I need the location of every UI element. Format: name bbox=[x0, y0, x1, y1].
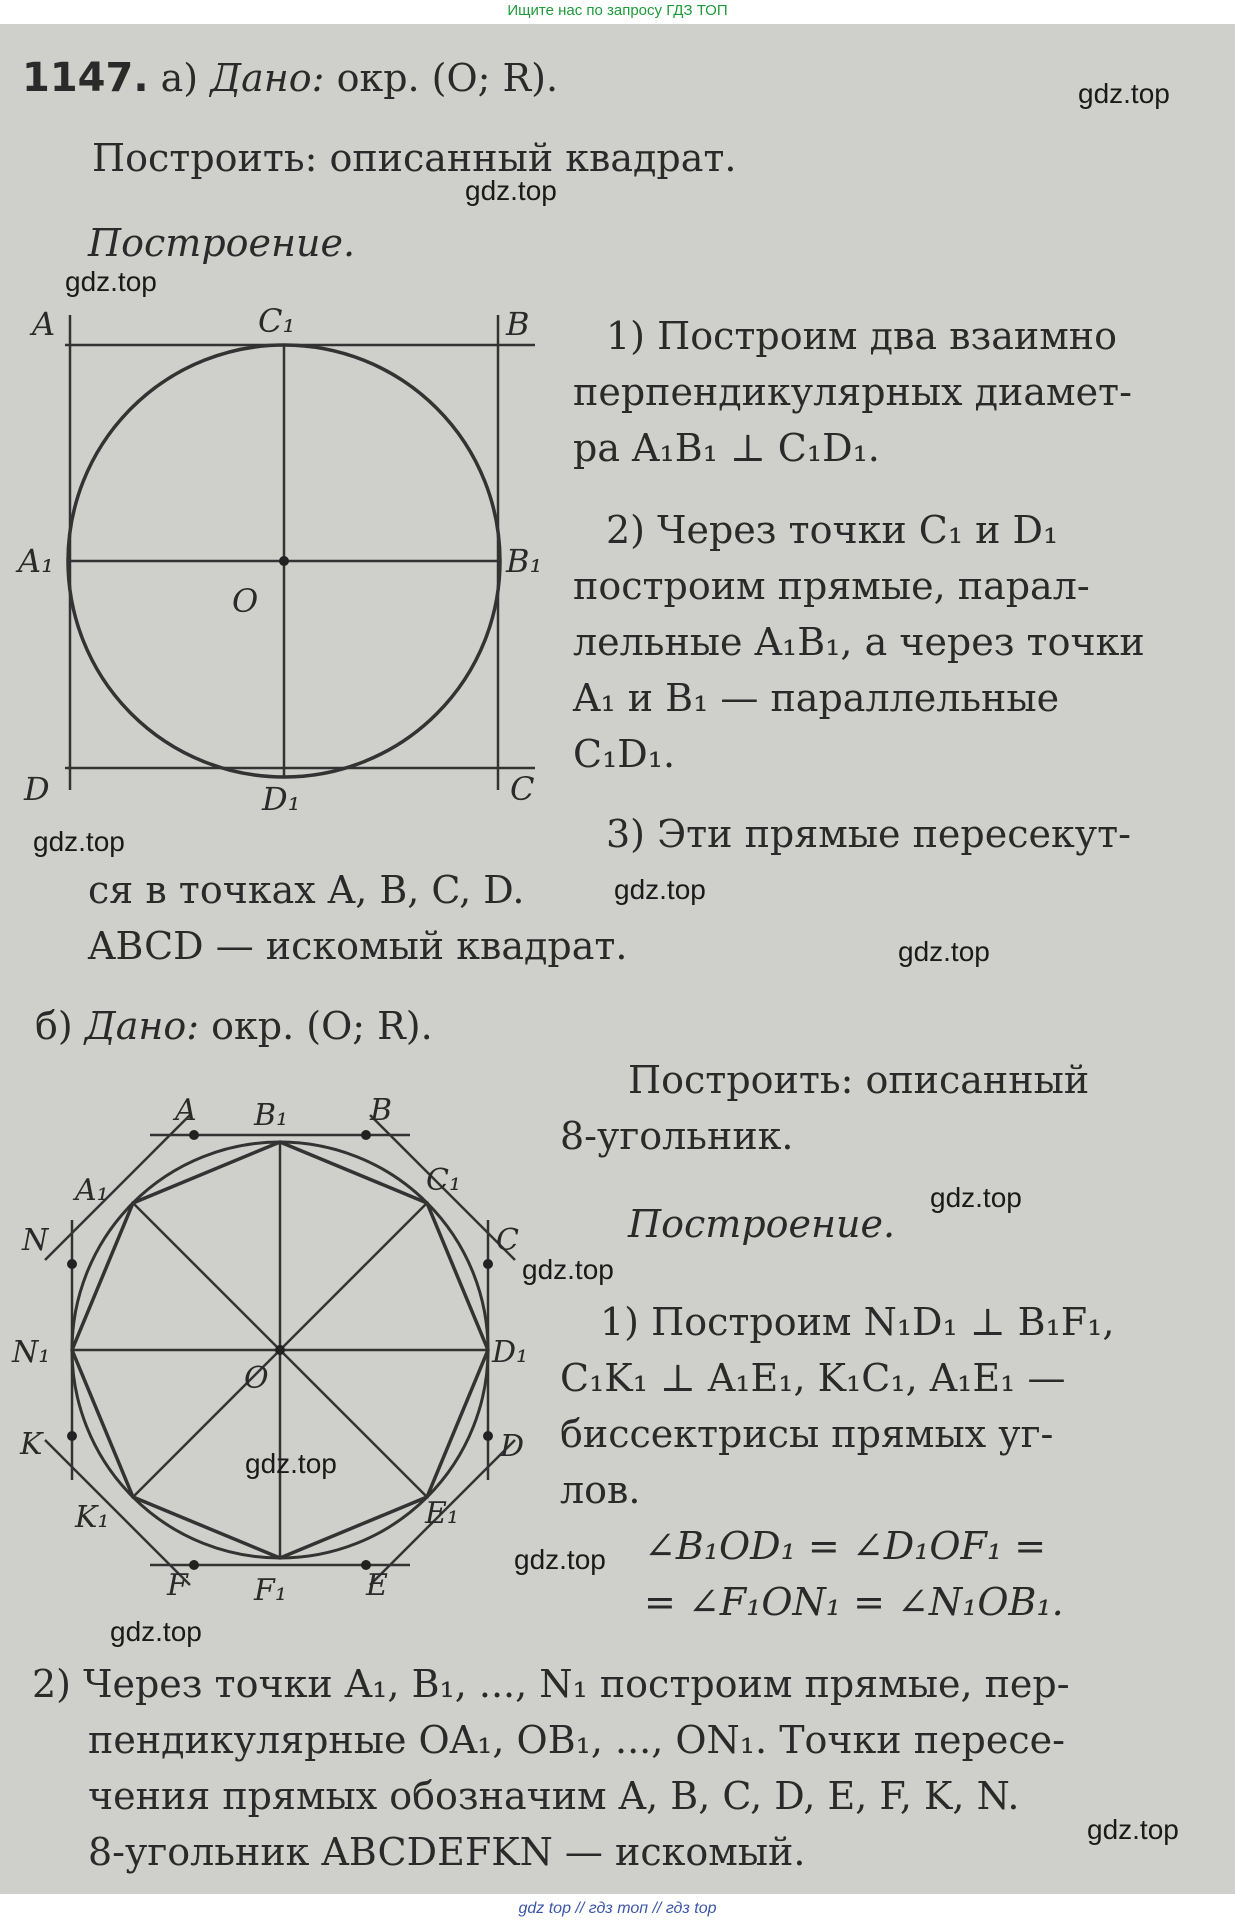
step-b-3: биссектрисы прямых уг- bbox=[560, 1412, 1054, 1456]
step-a-8: C₁D₁. bbox=[573, 732, 676, 776]
step-a-10: ся в точках A, B, C, D. bbox=[88, 868, 525, 912]
watermark: gdz.top bbox=[1078, 78, 1170, 109]
label-F-b: F bbox=[167, 1568, 188, 1600]
step-b-1: 1) Построим N₁D₁ ⊥ B₁F₁, bbox=[600, 1300, 1115, 1344]
step-a-5: построим прямые, парал- bbox=[573, 564, 1090, 608]
label-K1-b: K₁ bbox=[75, 1500, 110, 1535]
step-a-3: ра A₁B₁ ⊥ C₁D₁. bbox=[573, 426, 880, 470]
label-C-b: C bbox=[496, 1223, 519, 1258]
label-O-a: O bbox=[232, 582, 259, 620]
label-A1-b: A₁ bbox=[75, 1173, 109, 1208]
label-B1: B₁ bbox=[506, 542, 543, 580]
given-label-b: Дано: bbox=[84, 1004, 200, 1048]
step-b-4: лов. bbox=[560, 1468, 641, 1512]
problem-number: 1147. bbox=[22, 55, 149, 101]
point-B bbox=[361, 1130, 371, 1140]
watermark: gdz.top bbox=[898, 936, 990, 967]
label-D1-b: D₁ bbox=[492, 1335, 529, 1370]
figure-a-square bbox=[10, 290, 550, 830]
label-A: A bbox=[32, 305, 56, 343]
point-D bbox=[483, 1431, 493, 1441]
label-D-b: D bbox=[500, 1429, 525, 1464]
center-point-b bbox=[275, 1345, 285, 1355]
label-D: D bbox=[24, 770, 50, 808]
step-b-10: 8-угольник ABCDEFKN — искомый. bbox=[88, 1830, 806, 1874]
label-B: B bbox=[506, 305, 530, 343]
step-b-7: 2) Через точки A₁, B₁, ..., N₁ построим прямые, пер- bbox=[32, 1662, 1070, 1706]
step-a-9: 3) Эти прямые пересекут- bbox=[606, 812, 1131, 856]
step-a-11: ABCD — искомый квадрат. bbox=[88, 924, 628, 968]
label-D1: D₁ bbox=[262, 780, 301, 818]
step-b-2: C₁K₁ ⊥ A₁E₁, K₁C₁, A₁E₁ — bbox=[560, 1356, 1066, 1400]
label-E-b: E bbox=[366, 1568, 388, 1600]
label-B1-b: B₁ bbox=[254, 1098, 289, 1133]
label-N-b: N bbox=[22, 1223, 49, 1258]
bottom-banner[interactable] bbox=[0, 1894, 1235, 1923]
watermark: gdz.top bbox=[65, 266, 157, 297]
given-value-a: окр. (O; R). bbox=[336, 56, 559, 100]
step-a-2: перпендикулярных диамет- bbox=[573, 370, 1132, 414]
label-A1: A₁ bbox=[18, 542, 54, 580]
top-banner-link[interactable]: Ищите нас по запросу ГДЗ ТОП bbox=[507, 2, 728, 19]
label-C: C bbox=[510, 770, 535, 808]
construction-heading-b: Построение. bbox=[628, 1202, 896, 1246]
watermark: gdz.top bbox=[465, 175, 557, 206]
part-a-letter: а) bbox=[160, 56, 199, 100]
step-a-7: A₁ и B₁ — параллельные bbox=[573, 676, 1060, 720]
label-C1: C₁ bbox=[258, 302, 296, 340]
label-K-b: K bbox=[20, 1427, 43, 1462]
problem-header-a bbox=[22, 50, 558, 106]
watermark: gdz.top bbox=[1087, 1814, 1179, 1845]
task-b-line1: Построить: описанный bbox=[628, 1058, 1090, 1102]
point-K bbox=[67, 1431, 77, 1441]
point-N bbox=[67, 1259, 77, 1269]
label-N1-b: N₁ bbox=[12, 1335, 51, 1370]
construction-heading-a: Построение. bbox=[88, 221, 356, 265]
given-label-a: Дано: bbox=[210, 56, 325, 100]
step-a-6: лельные A₁B₁, а через точки bbox=[573, 620, 1145, 664]
step-a-4: 2) Через точки C₁ и D₁ bbox=[606, 508, 1059, 552]
step-b-6: = ∠F₁ON₁ = ∠N₁OB₁. bbox=[644, 1580, 1064, 1624]
label-F1-b: F₁ bbox=[254, 1573, 287, 1600]
step-b-8: пендикулярные OA₁, OB₁, ..., ON₁. Точки пересе- bbox=[88, 1718, 1065, 1762]
point-A bbox=[189, 1130, 199, 1140]
part-b-letter: б) bbox=[35, 1004, 73, 1048]
point-C bbox=[483, 1259, 493, 1269]
task-a: Построить: описанный квадрат. bbox=[92, 136, 737, 180]
figure-b-octagon bbox=[10, 1090, 530, 1600]
watermark: gdz.top bbox=[930, 1182, 1022, 1213]
watermark: gdz.top bbox=[110, 1616, 202, 1647]
point-F bbox=[189, 1560, 199, 1570]
top-banner[interactable] bbox=[0, 0, 1235, 24]
label-E1-b: E₁ bbox=[425, 1496, 459, 1531]
step-b-9: чения прямых обозначим A, B, C, D, E, F, K, N. bbox=[88, 1774, 1020, 1818]
label-O-b: O bbox=[244, 1361, 269, 1396]
watermark: gdz.top bbox=[514, 1544, 606, 1575]
bottom-banner-text[interactable]: gdz top // гдз топ // гдз top bbox=[518, 1900, 717, 1917]
label-B-b: B bbox=[370, 1093, 393, 1128]
given-value-b: окр. (O; R). bbox=[211, 1004, 433, 1048]
step-a-1: 1) Построим два взаимно bbox=[606, 314, 1117, 358]
center-point-a bbox=[279, 556, 289, 566]
watermark: gdz.top bbox=[33, 826, 125, 857]
step-b-5: ∠B₁OD₁ = ∠D₁OF₁ = bbox=[644, 1524, 1047, 1568]
label-C1-b: C₁ bbox=[426, 1163, 461, 1198]
problem-header-b bbox=[35, 998, 433, 1054]
watermark: gdz.top bbox=[522, 1254, 614, 1285]
task-b-line2: 8-угольник. bbox=[560, 1114, 794, 1158]
label-A-b: A bbox=[175, 1093, 197, 1128]
watermark: gdz.top bbox=[245, 1448, 337, 1479]
watermark: gdz.top bbox=[614, 874, 706, 905]
